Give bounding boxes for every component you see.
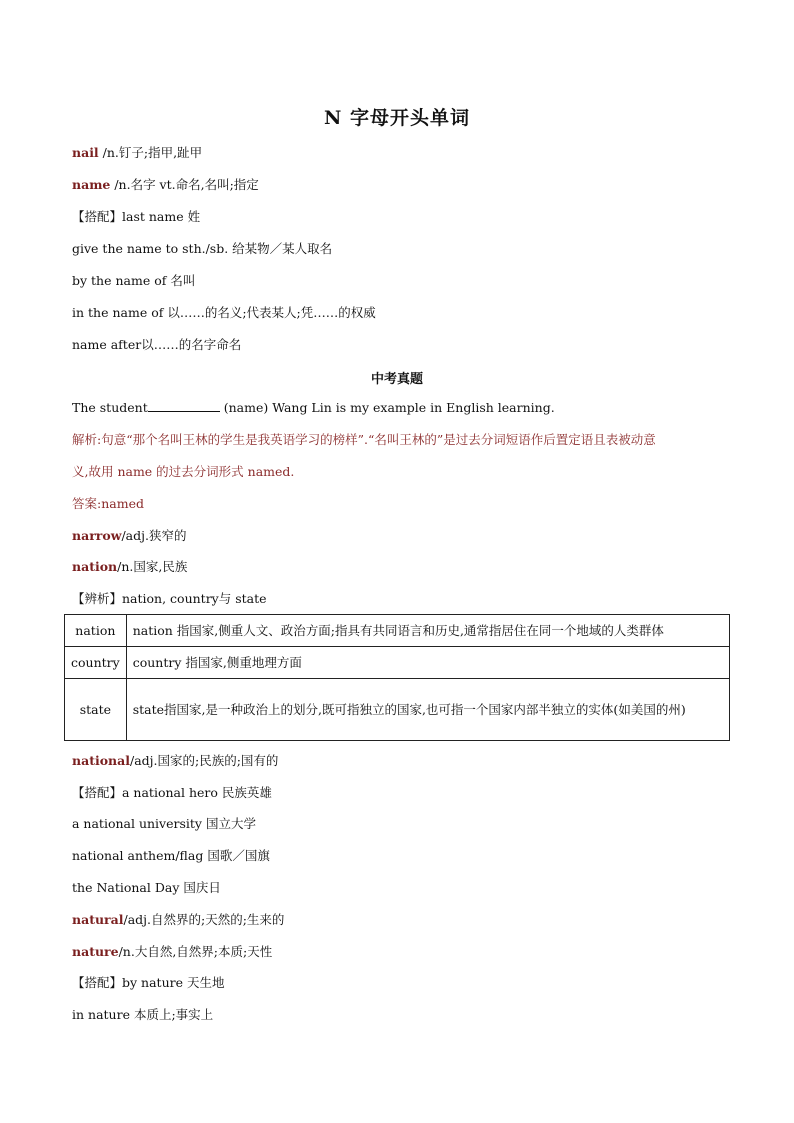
entry-name: name /n.名字 vt.命名,名叫;指定 [72,177,259,192]
collocation-line: 【搭配】last name 姓 [72,209,201,224]
entry-nail: nail /n.钉子;指甲,趾甲 [72,145,203,160]
headword: narrow [72,528,122,543]
headword: name [72,177,111,192]
table-row [65,679,730,741]
table-row [65,647,730,679]
phrase-line: national anthem/flag 国歌／国旗 [72,848,270,863]
table-desc: country 指国家,侧重地理方面 [126,647,729,679]
page-title: N 字母开头单词 [324,107,470,129]
headword: nail [72,145,99,160]
exam-analysis-cont: 义,故用 name 的过去分词形式 named. [72,464,295,479]
headword: nature [72,944,119,959]
phrase-line: the National Day 国庆日 [72,880,221,895]
exam-analysis: 解析:句意“那个名叫王林的学生是我英语学习的榜样”.“名叫王林的”是过去分词短语作后置定语且表被动意 [72,432,656,447]
answer-blank [148,399,220,412]
table-desc: state指国家,是一种政治上的划分,既可指独立的国家,也可指一个国家内部半独立的实体(如美国的州) [126,679,729,741]
phrase-line: a national university 国立大学 [72,816,256,831]
collocation-line: 【搭配】a national hero 民族英雄 [72,785,272,800]
headword: nation [72,559,118,574]
table-desc: nation 指国家,侧重人文、政治方面;指具有共同语言和历史,通常指居住在同一个地域的人类群体 [126,615,729,647]
phrase-line: in nature 本质上;事实上 [72,1007,214,1022]
headword: natural [72,912,124,927]
table-key: nation [65,615,127,647]
entry-national: national/adj.国家的;民族的;国有的 [72,753,279,768]
table-key: state [65,679,127,741]
entry-natural: natural/adj.自然界的;天然的;生来的 [72,912,285,927]
phrase-line: in the name of 以……的名义;代表某人;凭……的权威 [72,305,376,320]
phrase-line: name after以……的名字命名 [72,337,242,352]
comparison-table [64,614,730,741]
exam-heading: 中考真题 [370,372,423,387]
exam-answer: 答案:named [72,496,144,511]
exam-question: The student (name) Wang Lin is my example in English learning. [72,400,555,415]
headword: national [72,753,130,768]
phrase-line: give the name to sth./sb. 给某物／某人取名 [72,241,333,256]
table-row [65,615,730,647]
entry-nation: nation/n.国家,民族 [72,559,188,574]
entry-narrow: narrow/adj.狭窄的 [72,528,187,543]
discrimination-line: 【辨析】nation, country与 state [72,591,267,606]
phrase-line: by the name of 名叫 [72,273,196,288]
collocation-line: 【搭配】by nature 天生地 [72,975,225,990]
entry-nature: nature/n.大自然,自然界;本质;天性 [72,944,273,959]
table-key: country [65,647,127,679]
